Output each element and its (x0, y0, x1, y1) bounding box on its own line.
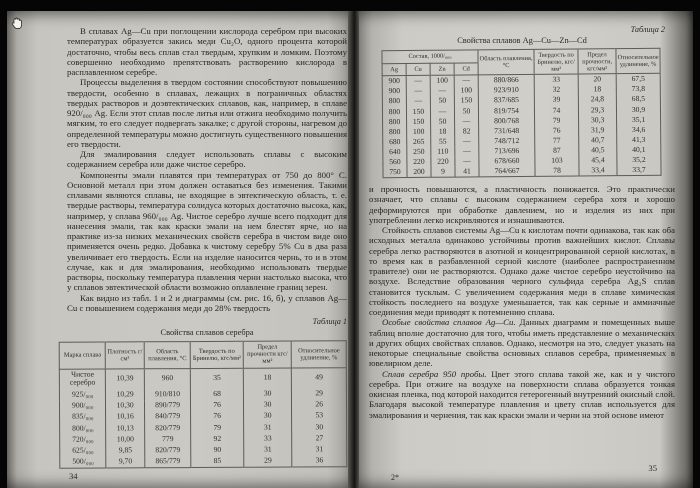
table-cell: 100 (407, 127, 431, 137)
table-cell: 960 (144, 368, 191, 388)
paragraph-text: Цвет этого сплава такой же, как и у чистого серебра. При отжиге на воздухе на поверхности сплава образуется тонкая окисная пленка, под которой находится гетерогенный внутренний окисный слой. Благодаря высокой температуре плавления и цвету сплав используется для эмалирования и чернения, так как краски эмали и черни на этой основе имеют (369, 368, 675, 420)
table-cell: 74 (534, 105, 578, 115)
table-cell: 250 (407, 147, 431, 157)
book-gutter (348, 11, 359, 488)
table-cell: 220 (431, 157, 455, 167)
table-cell: 10,13 (106, 422, 144, 433)
table-cell: 77 (535, 135, 579, 145)
table1-body (59, 367, 347, 468)
table-cell: 840/779 (144, 411, 191, 423)
table-cell: 10,00 (106, 434, 144, 445)
table-cell: 36 (292, 455, 347, 467)
table-cell: 9,85 (106, 445, 144, 456)
table-cell: 45,4 (579, 155, 617, 165)
table-cell: 27 (292, 433, 347, 445)
paragraph-text: Данных диаграмм и помещенных выше таблиц вполне достаточно для того, чтобы иметь представление о механических и других общих свойствах сплавов. Однако, несмотря на это, следует указать на некоторые специальные свойства основных сплавов серебра, применяемых в ювелирном деле. (369, 317, 675, 369)
table-cell: 10,16 (106, 411, 144, 422)
column-header: Предел прочности кгс/мм² (243, 341, 292, 368)
table-cell: 35 (191, 368, 244, 388)
column-header: Марка сплава (59, 342, 106, 369)
signature-mark: 2* (391, 473, 399, 482)
table2-title: Свойства сплавов Ag—Cu—Zn—Cd (457, 36, 587, 45)
table-cell: 31,9 (579, 125, 617, 135)
table-cell: 748/712 (479, 136, 535, 147)
table-cell: 76 (191, 411, 244, 423)
table1-header (59, 341, 346, 369)
table-cell: 39 (534, 95, 578, 105)
table-cell: 30 (292, 421, 347, 433)
table-cell: 29 (292, 387, 347, 399)
column-header: Cu (406, 63, 430, 76)
paragraph: Как видно из табл. 1 и 2 и диаграммы (см. рис. 16, б), у сплавов Ag—Cu с повышением содержания меди до 28% твердость (67, 292, 347, 313)
table-cell: 9 (431, 167, 455, 178)
table-cell: 30,9 (616, 104, 660, 114)
table-cell: 73,8 (616, 84, 660, 94)
table-cell: 85 (191, 456, 244, 468)
table-cell: 50 (454, 106, 478, 116)
column-header: Область плавления, °С (144, 342, 191, 369)
table-cell: — (454, 75, 478, 86)
column-header: Твердость по Бринелю, кгс/мм² (534, 49, 578, 75)
column-header: Плотность г/см³ (106, 342, 145, 369)
table-cell: — (430, 86, 454, 96)
table-cell: 68,5 (616, 94, 660, 104)
table-cell: 150 (454, 96, 478, 106)
right-page (359, 11, 693, 488)
left-body-text (67, 26, 347, 313)
table-cell: 92 (191, 433, 244, 445)
paragraph-text: и прочность повышаются, а пластичность понижается. Это практически означает, что сплавы с высоким содержанием серебра хотя и хорошо деформируются при обработке давлением, но и изделия из них при употреблении легко искривляются и изнашиваются. (369, 184, 675, 225)
table-cell: 31 (292, 444, 347, 456)
paragraph (369, 184, 675, 225)
table-cell: 100 (454, 86, 478, 96)
table-cell: 800/₀₀₀ (60, 423, 107, 435)
table-cell: 625/₀₀₀ (60, 445, 107, 457)
table-cell: 18 (431, 126, 455, 136)
table-cell: 41,3 (617, 135, 661, 145)
table-cell: 678/660 (479, 156, 535, 167)
table-cell: 713/696 (479, 146, 535, 157)
table-cell: 10,30 (106, 400, 144, 411)
table2-caption: Таблица 2 (630, 25, 665, 34)
table-cell: 923/910 (478, 85, 534, 96)
paragraph (369, 225, 675, 317)
left-page (7, 11, 348, 488)
table-cell: 76 (535, 125, 579, 135)
paragraph: Для эмалирования следует использовать сплавы с высоким содержанием серебра или даже чистое серебро. (67, 149, 347, 170)
table-cell: 50 (431, 116, 455, 126)
table-cell: 29,3 (578, 105, 616, 115)
table-cell: 220 (407, 157, 431, 167)
table-row (59, 367, 346, 389)
table-cell: 53 (292, 410, 347, 422)
paragraph: Процессы выделения в твердом состоянии способствуют повышению твердости, особенно в сплавах, лежащих в пограничных областях твердых растворов и доэвтектических сплавов, как, например, в сплаве 920/₀₀₀ Ag. Если этот сплав после литья или отжига необходимо получить мягким, то его следует подвергать закалке; с другой стороны, нагревом до определенной температуры можно достигнуть существенного повышения его твердости. (67, 77, 347, 149)
left-page-content (63, 26, 347, 468)
column-header: Относительное удлинение, % (616, 48, 660, 74)
table-cell: 837/685 (478, 95, 534, 106)
table-cell: 880/866 (478, 75, 534, 86)
table-cell: 800 (383, 127, 407, 137)
column-header: Предел прочности, кгс/мм² (578, 49, 616, 75)
table-cell: 720/₀₀₀ (60, 434, 107, 446)
table-cell: — (406, 96, 430, 106)
table1-caption: Таблица 1 (312, 317, 347, 326)
table-cell: 835/₀₀₀ (60, 411, 107, 423)
table-cell: 31 (244, 444, 293, 456)
table-cell: — (406, 76, 430, 87)
table-cell: 78 (535, 166, 579, 177)
table-cell: 40,1 (617, 145, 661, 155)
table-cell: 41 (455, 166, 479, 177)
right-page-content (369, 24, 675, 420)
paragraph: Компоненты эмали плавятся при температурах от 750 до 800° С. Основной металл при этом должен оставаться без изменения. Такими сплавами являются сплавы, не входящие в эвтектическую область, т. е. твердые растворы, температура солидуса которых достаточно высока, как, например, у сплава 960/₀₀₀ Ag. Чистое серебро лучше всего подходит для нанесения эмали, так как краски эмали на нем блестят ярче, но на практике из-за низких механических свойств серебра в чистом виде оно применяется очень редко. Добавка к чистому серебру 5% Cu в два раза увеличивает его твердость. Если на изделие наносится чернь, то и в этом случае, как и для эмалирования, необходимо использовать твердые растворы, поскольку температура плавления черни настолько высока, что у сплавов эвтектической области возможно оплавление границ зерен. (67, 169, 347, 293)
table-cell: 76 (191, 399, 244, 411)
table-cell: 820/779 (145, 445, 192, 457)
table-cell: 33 (244, 433, 293, 445)
table-cell: 10,39 (106, 368, 144, 388)
table-cell: 30 (243, 399, 292, 411)
table2-body (382, 74, 661, 178)
column-header: Cd (454, 63, 478, 76)
table-cell: 50 (430, 96, 454, 106)
table-cell: 18 (578, 85, 616, 95)
table-cell: 265 (407, 137, 431, 147)
table-cell: 150 (406, 106, 430, 116)
table-cell: 900 (382, 86, 406, 96)
table-cell: 33,4 (579, 165, 617, 176)
table-cell: 100 (430, 75, 454, 86)
silver-alloys-table (59, 340, 348, 469)
paragraph-text: Стойкость сплавов системы Ag—Cu к кислотам почти одинакова, так как оба исходных металла одинаково устойчивы против важнейших кислот. Сплавы серебра легко растворяются в азотной и концентрированной серной кислотах, в то время как в разбавленной серной кислоте (наиболее распространенном травителе) они не растворяются. Однако даже чистое серебро неустойчиво на воздухе. Вследствие образования черного сульфида серебра Ag₂S сплав становится тусклым. С увеличением содержания меди в сплаве химическая стойкость последнего на воздухе уменьшается, так как серные и аммиачные соединения меди приводят к потемнению сплава. (369, 225, 675, 318)
table-row (60, 455, 347, 468)
table-cell: 30 (243, 410, 292, 422)
table1-title: Свойства сплавов серебра (160, 328, 254, 337)
table-cell: 680 (383, 137, 407, 147)
page-number: 34 (69, 471, 78, 481)
table-cell: 33,7 (617, 165, 661, 176)
table-cell: 32 (534, 85, 578, 95)
table-cell: 35,2 (617, 155, 661, 165)
table-cell: 68 (191, 388, 244, 400)
table-cell: 500/₀₀₀ (60, 456, 107, 468)
table-cell: 110 (431, 147, 455, 157)
table-cell: 79 (191, 422, 244, 434)
table-cell: — (455, 156, 479, 166)
table-cell: 800/768 (479, 116, 535, 127)
table-cell: 34,6 (617, 125, 661, 135)
table-row (383, 165, 661, 178)
table-cell: 55 (431, 136, 455, 146)
table-cell: 819/754 (478, 105, 534, 116)
table-cell: 890/779 (144, 400, 191, 412)
table-cell: 764/667 (479, 166, 535, 177)
table-cell: 900 (382, 76, 406, 87)
table-cell: 925/₀₀₀ (59, 389, 106, 401)
table-cell: 560 (383, 157, 407, 167)
table-cell: 200 (407, 167, 431, 178)
table-cell: Чистое серебро (59, 369, 106, 389)
paragraph (369, 369, 675, 420)
table-cell: 865/779 (145, 456, 192, 468)
table-cell: 779 (145, 433, 192, 445)
table-cell: 640 (383, 147, 407, 157)
table-cell: 30,3 (579, 115, 617, 125)
ag-cu-zn-cd-table (381, 48, 661, 179)
table-cell: 900/₀₀₀ (59, 400, 106, 412)
table-cell: — (455, 136, 479, 146)
right-body-text (369, 184, 675, 420)
column-header: Ag (382, 63, 406, 76)
table-cell: 30 (243, 388, 292, 400)
table-cell: 82 (455, 126, 479, 136)
table-cell: 18 (243, 368, 292, 388)
table-cell: 40,5 (579, 145, 617, 155)
table-cell: 31 (243, 422, 292, 434)
table-cell: 49 (292, 367, 347, 387)
table-cell: 24,8 (578, 95, 616, 105)
column-header: Относительное удлинение, % (292, 341, 347, 368)
paragraph-lead: Особые свойства сплавов Ag—Cu. (382, 317, 516, 328)
table-cell: 29 (244, 456, 293, 468)
table-cell: 26 (292, 399, 347, 411)
table-cell: 33 (534, 74, 578, 85)
table-cell: 820/779 (144, 422, 191, 434)
column-header: Zn (430, 63, 454, 76)
table-cell: 103 (535, 156, 579, 166)
paragraph (369, 317, 675, 368)
table-cell: 67,5 (616, 74, 660, 85)
table-cell: — (455, 146, 479, 156)
grab-hand-cursor-icon (9, 15, 24, 32)
table-cell: 910/810 (144, 388, 191, 400)
table-cell: 35,1 (617, 114, 661, 124)
table-cell: 40,7 (579, 135, 617, 145)
table-cell: 79 (535, 115, 579, 125)
table-cell: 800 (382, 107, 406, 117)
paragraph-lead: Сплав серебра 950 пробы. (382, 368, 487, 379)
table-cell: 800 (383, 117, 407, 127)
table2-header (382, 48, 660, 76)
table-cell: 90 (191, 444, 244, 456)
column-header: Твердость по Бринелю, кгс/мм² (191, 341, 244, 368)
paragraph: В сплавах Ag—Cu при поглощении кислорода серебром при высоких температурах образуется закись меди Cu₂O, одного процента которой достаточно, чтобы весь сплав стал твердым, хрупким и ломким. Поэтому совершенно необходимо препятствовать растворению кислорода в расплавленном серебре. (67, 26, 347, 77)
table-cell: 10,29 (106, 389, 144, 400)
table-cell: 20 (578, 74, 616, 85)
table-cell: 87 (535, 145, 579, 155)
table-cell: 731/648 (479, 126, 535, 137)
page-number: 35 (648, 463, 657, 473)
table-cell: — (455, 116, 479, 126)
table-cell: — (430, 106, 454, 116)
table-cell: 150 (407, 116, 431, 126)
table-cell: 9,70 (106, 456, 144, 468)
table-cell: — (406, 86, 430, 96)
table-cell: 800 (382, 96, 406, 106)
column-group-header: Состав, 1000/₀₀₀ (382, 50, 478, 63)
table-cell: 750 (383, 167, 407, 178)
column-header: Область плавления, °С (478, 49, 534, 75)
